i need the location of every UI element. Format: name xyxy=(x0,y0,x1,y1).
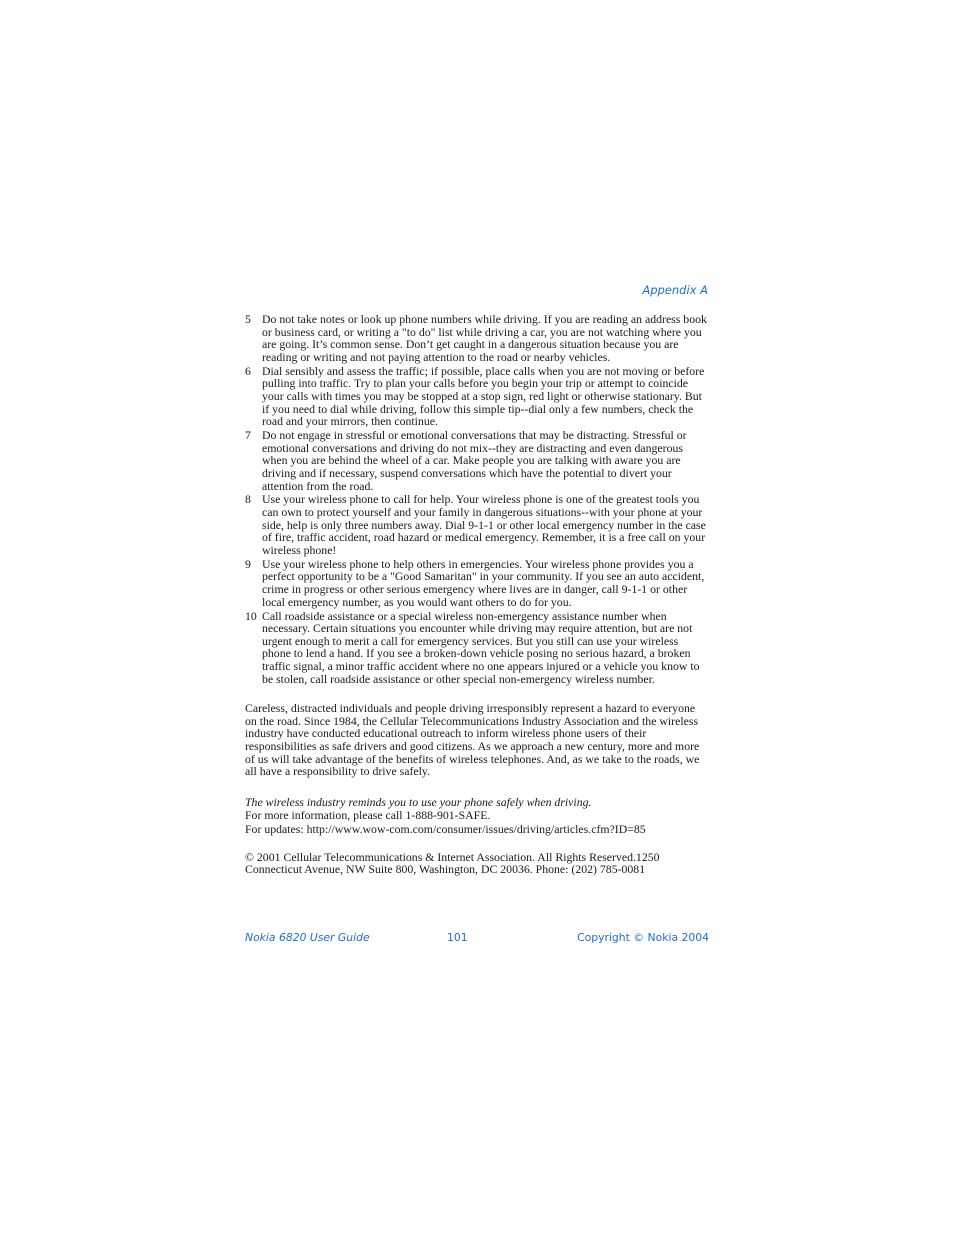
info-line: For more information, please call 1-888-901-SAFE. xyxy=(245,808,491,823)
list-item xyxy=(245,558,709,608)
list-item xyxy=(245,493,709,556)
list-item-number: 8 xyxy=(245,492,251,507)
list-item xyxy=(245,313,709,363)
list-item-number: 5 xyxy=(245,312,251,326)
safety-slogan: The wireless industry reminds you to use your phone safely when driving. xyxy=(245,794,592,809)
page-content xyxy=(245,313,709,876)
running-head: Appendix A xyxy=(642,283,708,297)
list-item-number: 10 xyxy=(245,608,257,623)
list-item-text: Do not take notes or look up phone numbers while driving. If you are reading an address book or business card, or writing a "to do" list while driving a car, you are not watching where you are going. It’s common sense. Don’t get caught in a dangerous situation because you are reading or writing and not paying attention to the road or nearby vehicles. xyxy=(262,312,707,364)
closing-paragraph: Careless, distracted individuals and people driving irresponsibly represent a hazard to everyone on the road. Since 1984, the Cellular Telecommunications Industry Association and the wireless industry have conducted educational outreach to inform wireless phone users of their responsibilities as safe drivers and good citizens. As we approach a new century, more and more of us will take advantage of the benefits of wireless telephones. And, as we take to the roads, we all have a responsibility to drive safely. xyxy=(245,701,700,779)
list-item xyxy=(245,429,709,492)
list-item-text: Use your wireless phone to help others in emergencies. Your wireless phone provides you a perfect opportunity to be a "Good Samaritan" in your community. If you see an auto accident, crime in progress or other serious emergency where lives are in danger, call 9-1-1 or other local emergency number, as you would want others to do for you. xyxy=(262,556,705,609)
list-item-text: Call roadside assistance or a special wireless non-emergency assistance number when necessary. Certain situations you encounter while driving may require attention, but are not urgent enough to merit a call for emergency services. But you still can use your wireless phone to lend a hand. If you see a broken-down vehicle posing no serious hazard, a broken traffic signal, a minor traffic accident where no one appears injured or a vehicle you know to be stolen, call roadside assistance or other special non-emergency wireless number. xyxy=(262,608,700,686)
updates-line: For updates: http://www.wow-com.com/consumer/issues/driving/articles.cfm?ID=85 xyxy=(245,821,646,836)
list-item xyxy=(245,610,709,686)
list-item xyxy=(245,365,709,428)
list-item-text: Use your wireless phone to call for help. Your wireless phone is one of the greatest tools you can own to protect yourself and your family in dangerous situations--with your phone at your side, help is only three numbers away. Dial 9-1-1 or other local emergency number in the case of fire, traffic accident, road hazard or medical emergency. Remember, it is a free call on your wireless phone! xyxy=(262,492,706,557)
ctia-copyright-notice: © 2001 Cellular Telecommunications & Internet Association. All Rights Reserved.1250 Connecticut Avenue, NW Suite 800, Washington, DC 20036. Phone: (202) 785-0081 xyxy=(245,849,660,877)
list-item-number: 6 xyxy=(245,363,251,378)
list-item-text: Dial sensibly and assess the traffic; if possible, place calls when you are not moving or before pulling into traffic. Try to plan your calls before you begin your trip or attempt to coincide your calls with times you may be stopped at a stop sign, red light or otherwise stationary. But if you need to dial while driving, follow this simple tip--dial only a few numbers, check the road and your mirrors, then continue. xyxy=(262,363,705,429)
footer-guide-title: Nokia 6820 User Guide xyxy=(245,931,370,944)
page-footer xyxy=(245,931,709,945)
list-item-text: Do not engage in stressful or emotional conversations that may be distracting. Stressful or emotional conversations and driving do not mix--they are distracting and even dangerous when you are behind the wheel of a car. Make people you are talking with aware you are driving and if necessary, suspend conversations which have the potential to divert your attention from the road. xyxy=(262,428,687,493)
list-item-number: 7 xyxy=(245,428,251,443)
footer-page-number: 101 xyxy=(447,931,468,944)
list-item-number: 9 xyxy=(245,556,251,571)
footer-copyright: Copyright © Nokia 2004 xyxy=(577,931,709,944)
safety-tips-list xyxy=(245,313,709,685)
